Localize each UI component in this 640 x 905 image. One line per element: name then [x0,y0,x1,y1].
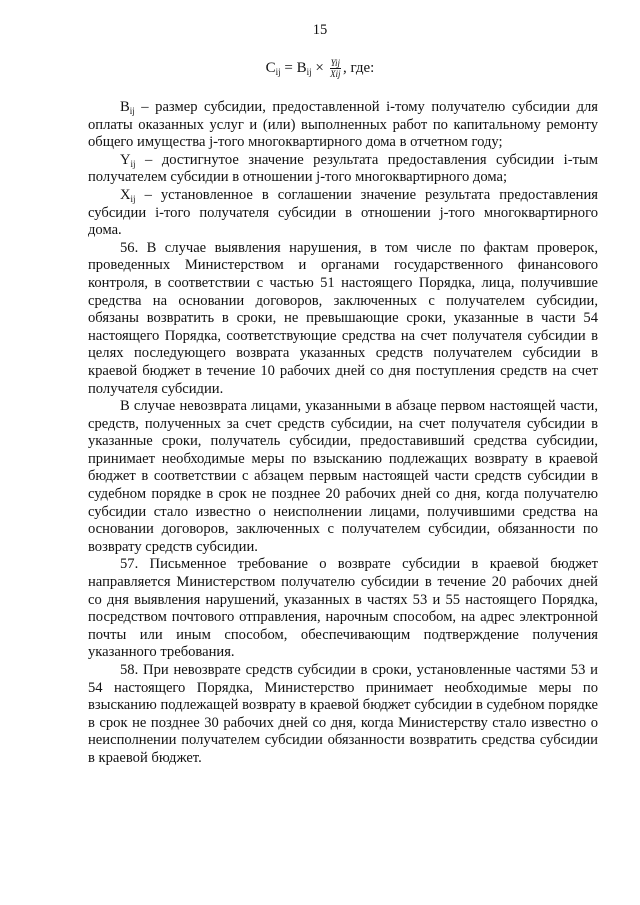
definition-x-text: – установленное в соглашении значение результата предоставления субсидии i-того получателя субсидии в отношении j-того многоквартирного дома. [88,186,598,239]
paragraph-b-definition [88,99,598,152]
formula-fraction [330,58,341,79]
paragraph-58: 58. При невозврате средств субсидии в сроки, установленные частями 53 и 54 настоящего Порядка, Министерство принимает необходимые меры по взысканию подлежащей возврату в краевой бюджет субсидии в судебном порядке в срок не позднее 30 рабочих дней со дня, когда Министерству стало известно о неисполнении получателем субсидии обязанности возвратить средства субсидии в краевой бюджет. [88,662,598,766]
document-body [88,99,598,768]
fraction-numerator: Yij [330,58,340,68]
formula-b-sub: ij [306,66,312,77]
paragraph-x-definition [88,187,598,240]
formula-b: B [296,59,307,76]
page-number: 15 [312,22,328,38]
formula-times: × [311,59,328,76]
definition-b-text: – размер субсидии, предоставленной i-тому получателю субсидии для оплаты оказанных услуг и (или) выполненных работ по капитальному ремонту общего имущества j-того многоквартирного дома в отчетном году; [88,99,598,151]
paragraph-57: 57. Письменное требование о возврате субсидии в краевой бюджет направляется Министерством получателю субсидии в течение 20 рабочих дней со дня выявления нарушений, указанных в частях 53 и 55 настоящего Порядка, посредством почтового отправления, нарочным способом, на адрес электронной почты или иным способом, обеспечивающим подтверждение получения указанного требования. [88,556,598,661]
paragraph-y-definition [88,152,598,187]
symbol-x: X [120,186,131,203]
formula-tail: , где: [342,59,375,76]
paragraph-56: 56. В случае выявления нарушения, в том числе по фактам проверок, проведенных Министерством и органами государственного финансового контроля, в соответствии с частью 51 настоящего Порядка, лица, получившие средства на основании договоров, заключенных с получателем субсидии, обязаны возвратить в сроки, не превышающие сроки, указанные в части 54 настоящего Порядка, соответствующие средства на счет получателя субсидии в целях последующего возврата указанных средств получателем субсидии в краевой бюджет в течение 10 рабочих дней со дня поступления средств на счет получателя субсидии. [88,239,598,397]
paragraph-56-second: В случае невозврата лицами, указанными в абзаце первом настоящей части, средств, полученных за счет средств субсидии, на счет получателя субсидии в указанные сроки, получатель субсидии, предоставивший средства субсидии, принимает необходимые меры по взысканию подлежащих возврату в краевой бюджет в соответствии с абзацем первым настоящей части средств субсидии в судебном порядке в срок не позднее 20 рабочих дней со дня, когда получателю субсидии стало известно о неисполнении лицами, получившими средства на основании договоров, заключенных с получателем субсидии, обязанности по возврату средств субсидии. [88,398,598,555]
fraction-denominator: Xij [330,69,341,79]
formula-c-sub: ij [275,66,281,77]
formula-eq: = [280,59,297,76]
symbol-b: B [120,99,130,115]
symbol-y: Y [120,151,131,168]
definition-y-text: – достигнутое значение результата предоставления субсидии i-тым получателем субсидии в отношении j-того многоквартирного дома; [88,151,598,186]
symbol-x-sub: ij [130,193,136,204]
formula [0,58,640,81]
formula-c: C [265,59,276,76]
symbol-y-sub: ij [130,158,136,169]
symbol-b-sub: ij [129,106,135,116]
